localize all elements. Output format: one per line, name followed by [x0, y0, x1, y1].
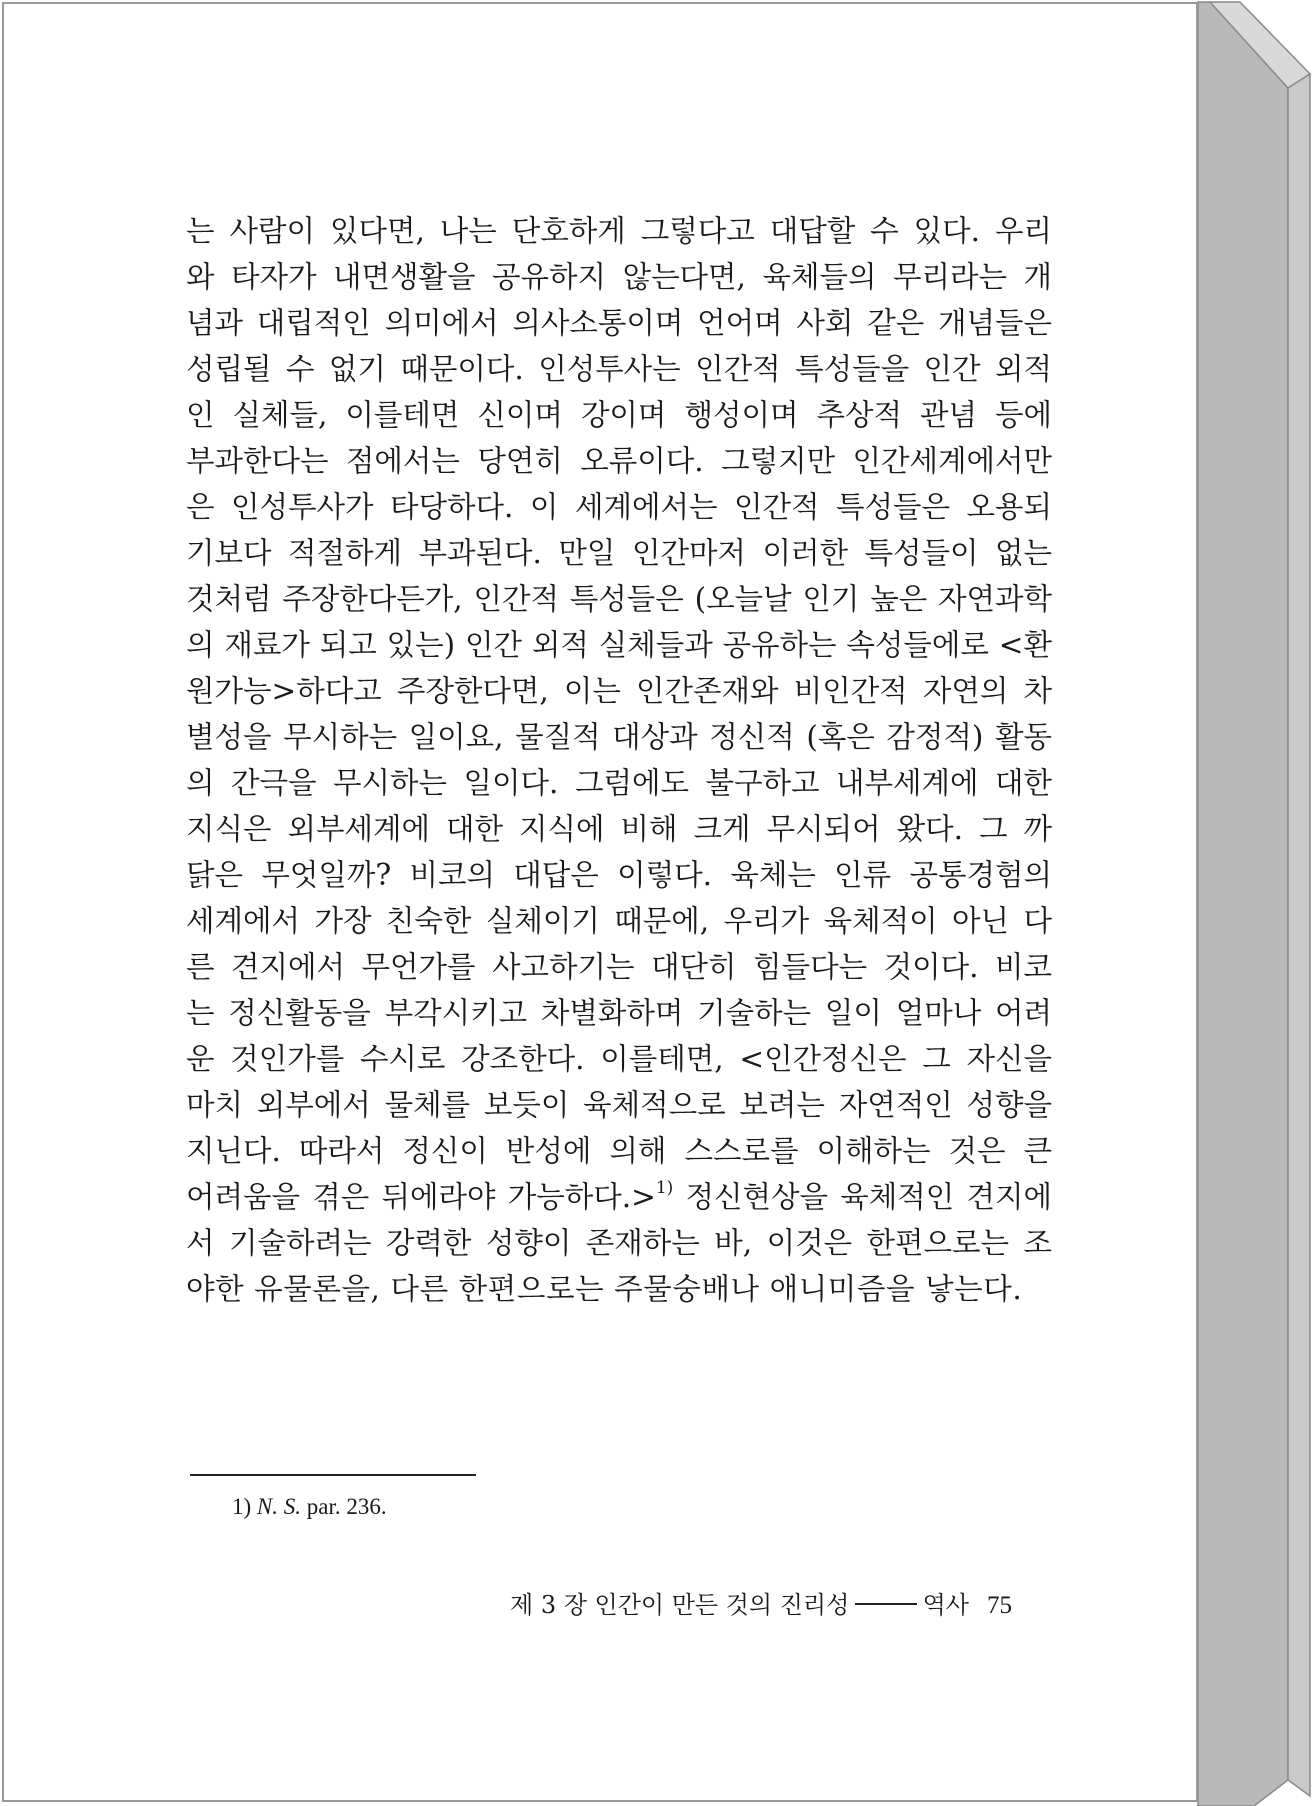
footnote-marker: 1) — [232, 1494, 252, 1519]
footnote-reference: par. 236. — [306, 1494, 387, 1519]
text-line: 세계에서 가장 친숙한 실체이기 때문에, 우리가 육체적이 아닌 다 — [186, 904, 1052, 938]
text-line: 서 기술하려는 강력한 성향이 존재하는 바, 이것은 한편으로는 조 — [186, 1226, 1052, 1260]
text-line: 는 정신활동을 부각시키고 차별화하며 기술하는 일이 얼마나 어려 — [186, 996, 1052, 1030]
text-line: 의 재료가 되고 있는) 인간 외적 실체들과 공유하는 속성들에로 <환 — [186, 628, 1052, 662]
text-line: 부과한다는 점에서는 당연히 오류이다. 그렇지만 인간세계에서만 — [186, 444, 1052, 478]
text-line: 지식은 외부세계에 대한 지식에 비해 크게 무시되어 왔다. 그 까 — [186, 812, 1052, 846]
text-line: 지닌다. 따라서 정신이 반성에 의해 스스로를 이해하는 것은 큰 — [186, 1134, 1052, 1168]
body-paragraph — [186, 208, 1052, 1312]
page-number: 75 — [987, 1592, 1012, 1619]
text-line: 운 것인가를 수시로 강조한다. 이를테면, <인간정신은 그 자신을 — [186, 1042, 1052, 1076]
text-line: 원가능>하다고 주장한다면, 이는 인간존재와 비인간적 자연의 차 — [186, 674, 1052, 708]
text-line: 와 타자가 내면생활을 공유하지 않는다면, 육체들의 무리라는 개 — [186, 260, 1052, 294]
text-line: 은 인성투사가 타당하다. 이 세계에서는 인간적 특성들은 오용되 — [186, 490, 1052, 524]
text-line-with-note — [186, 1174, 1052, 1220]
text-segment: 어려움을 겪은 뒤에라야 가능하다.> — [186, 1180, 656, 1214]
footnote-reference-marker[interactable]: 1) — [655, 1178, 674, 1198]
text-line: 념과 대립적인 의미에서 의사소통이며 언어며 사회 같은 개념들은 — [186, 306, 1052, 340]
text-line: 것처럼 주장한다든가, 인간적 특성들은 (오늘날 인기 높은 자연과학 — [186, 582, 1052, 616]
running-footer — [510, 1585, 1012, 1620]
text-line: 른 견지에서 무언가를 사고하기는 대단히 힘들다는 것이다. 비코 — [186, 950, 1052, 984]
text-line: 마치 외부에서 물체를 보듯이 육체적으로 보려는 자연적인 성향을 — [186, 1088, 1052, 1122]
text-line-last: 야한 유물론을, 다른 한편으로는 주물숭배나 애니미즘을 낳는다. — [186, 1272, 1023, 1306]
footnote-divider — [190, 1474, 476, 1476]
text-line: 닭은 무엇일까? 비코의 대답은 이렇다. 육체는 인류 공통경험의 — [186, 858, 1052, 892]
text-line: 인 실체들, 이를테면 신이며 강이며 행성이며 추상적 관념 등에 — [186, 398, 1052, 432]
footnote — [232, 1494, 387, 1520]
footnote-source: N. S. — [256, 1494, 302, 1519]
footer-section: 역사 — [922, 1591, 969, 1619]
text-line: 성립될 수 없기 때문이다. 인성투사는 인간적 특성들을 인간 외적 — [186, 352, 1052, 386]
text-line: 의 간극을 무시하는 일이다. 그럼에도 불구하고 내부세계에 대한 — [186, 766, 1052, 800]
text-line: 별성을 무시하는 일이요, 물질적 대상과 정신적 (혹은 감정적) 활동 — [186, 720, 1052, 754]
text-segment: 정신현상을 육체적인 견지에 — [673, 1180, 1052, 1214]
footer-dash — [855, 1603, 916, 1605]
text-line: 기보다 적절하게 부과된다. 만일 인간마저 이러한 특성들이 없는 — [186, 536, 1052, 570]
text-line: 는 사람이 있다면, 나는 단호하게 그렇다고 대답할 수 있다. 우리 — [186, 214, 1052, 248]
footer-chapter-title: 제 3 장 인간이 만든 것의 진리성 — [510, 1591, 850, 1619]
